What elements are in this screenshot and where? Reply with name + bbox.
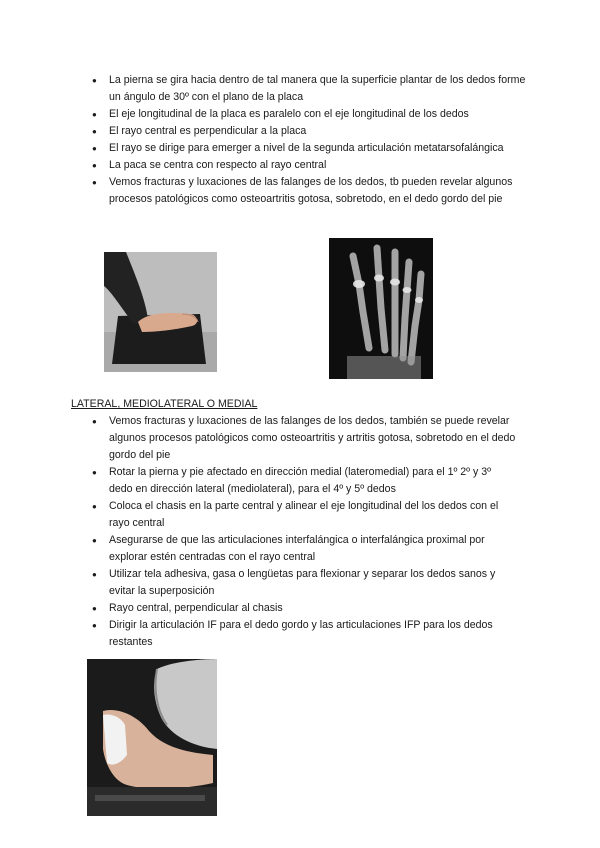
bullet-item: ● Utilizar tela adhesiva, gasa o lengüetas para flexionar y separar los dedos sanos y evitar la superposición [92,566,517,600]
bullet-item: ● Rayo central, perpendicular al chasis [92,600,517,617]
bullet-item: ● La paca se centra con respecto al rayo central [92,157,532,174]
bullet-item: ● Coloca el chasis en la parte central y alinear el eje longitudinal del los dedos con el rayo central [92,498,517,532]
toes-xray-image [329,238,433,379]
foot-on-plate-photo [104,252,217,372]
lateral-foot-photo [87,659,217,816]
bullet-item: ● El rayo se dirige para emerger a nivel de la segunda articulación metatarsofalángica [92,140,532,157]
bullet-item: ● Asegurarse de que las articulaciones interfalángica o interfalángica proximal por explorar estén centradas con el rayo central [92,532,517,566]
bullet-item: ● Dirigir la articulación IF para el dedo gordo y las articulaciones IFP para los dedos restantes [92,617,517,651]
oblique-position-bullet-list [92,72,532,208]
bullet-item: ● El eje longitudinal de la placa es paralelo con el eje longitudinal de los dedos [92,106,532,123]
lateral-position-bullet-list [92,413,517,651]
section-heading: LATERAL, MEDIOLATERAL O MEDIAL [71,398,258,410]
bullet-item: ● El rayo central es perpendicular a la placa [92,123,532,140]
bullet-item: ● Rotar la pierna y pie afectado en dirección medial (lateromedial) para el 1º 2º y 3º dedo en dirección lateral (mediolateral), para el 4º y 5º dedos [92,464,517,498]
bullet-item: ● Vemos fracturas y luxaciones de las falanges de los dedos, tb pueden revelar algunos procesos patológicos como osteoartritis gotosa, sobretodo, en el dedo gordo del pie [92,174,532,208]
xray-illustration [329,238,433,379]
bullet-item: ● Vemos fracturas y luxaciones de las falanges de los dedos, también se puede revelar algunos procesos patológicos como osteoartritis y artritis gotosa, sobretodo en el dedo gordo del pie [92,413,517,464]
bullet-item: ● La pierna se gira hacia dentro de tal manera que la superficie plantar de los dedos forme un ángulo de 30º con el plano de la placa [92,72,532,106]
foot-on-plate-illustration [104,252,217,372]
lateral-foot-illustration [87,659,217,816]
